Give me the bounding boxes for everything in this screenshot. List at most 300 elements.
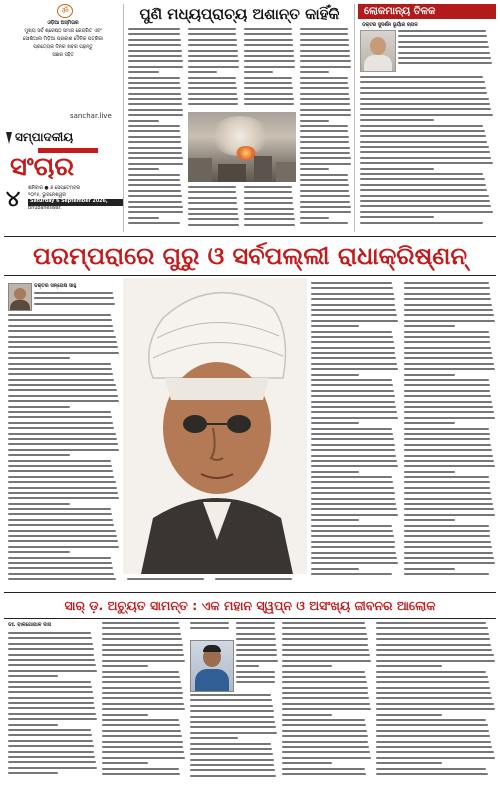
text-line — [311, 325, 359, 327]
text-line — [128, 152, 182, 154]
feature-col5 — [404, 282, 496, 582]
text-line — [404, 449, 492, 451]
text-line — [282, 773, 366, 775]
text-line — [128, 33, 180, 35]
text-line — [300, 163, 351, 165]
text-line — [376, 724, 488, 726]
text-line — [244, 28, 292, 30]
text-line — [360, 146, 489, 148]
text-line — [8, 422, 113, 424]
text-line — [376, 773, 488, 775]
text-line — [188, 66, 239, 68]
feature-author-photo — [8, 283, 32, 311]
text-line — [376, 638, 490, 640]
building — [276, 162, 296, 182]
text-line — [376, 768, 486, 770]
text-line — [376, 649, 492, 651]
text-line — [8, 433, 116, 435]
text-line — [311, 395, 395, 397]
text-line — [8, 443, 118, 445]
text-line — [188, 186, 236, 188]
text-line — [128, 39, 181, 41]
text-line — [190, 710, 274, 712]
text-line — [102, 708, 185, 710]
text-line — [244, 98, 294, 100]
text-line — [404, 422, 455, 424]
text-line — [311, 282, 392, 284]
text-line — [128, 120, 159, 122]
portrait-svg — [123, 278, 307, 574]
text-line — [8, 707, 95, 709]
text-line — [102, 735, 182, 737]
text-line — [311, 331, 392, 333]
text-line — [360, 211, 493, 213]
text-line — [128, 77, 180, 79]
text-line — [8, 670, 97, 672]
text-line — [300, 168, 329, 170]
text-line — [404, 401, 492, 403]
text-line — [8, 686, 92, 688]
text-line — [102, 665, 148, 667]
text-line — [376, 719, 486, 721]
bottom-rule — [4, 618, 496, 619]
text-line — [398, 35, 487, 37]
text-line — [311, 535, 394, 537]
text-line — [102, 627, 180, 629]
text-line — [300, 55, 350, 57]
text-line — [102, 660, 185, 662]
text-line — [8, 767, 97, 769]
text-line — [404, 374, 455, 376]
text-line — [282, 654, 370, 656]
text-line — [311, 411, 397, 413]
text-line — [8, 729, 91, 731]
sidebar-title: ଲୋକମାନ୍ୟ ତିଳକ — [358, 4, 496, 19]
text-line — [102, 762, 148, 764]
text-line — [102, 724, 180, 726]
text-line — [404, 320, 495, 322]
text-line — [311, 406, 396, 408]
text-line — [8, 330, 114, 332]
text-line — [311, 293, 394, 295]
text-line — [236, 665, 259, 667]
text-line — [128, 82, 180, 84]
text-line — [311, 514, 398, 516]
text-line — [360, 184, 486, 186]
text-line — [282, 633, 367, 635]
text-line — [8, 562, 112, 564]
text-line — [404, 357, 493, 359]
face — [14, 288, 26, 300]
text-line — [282, 676, 366, 678]
text-line — [102, 751, 184, 753]
text-line — [311, 341, 394, 343]
text-line — [360, 222, 483, 224]
text-line — [376, 735, 490, 737]
text-line — [311, 573, 392, 575]
text-line — [188, 224, 239, 226]
top-article-col2b — [188, 186, 240, 230]
text-line — [188, 60, 239, 62]
text-line — [398, 52, 490, 54]
text-line — [360, 108, 491, 110]
text-line — [300, 98, 350, 100]
text-line — [8, 368, 112, 370]
text-line — [188, 93, 237, 95]
shoulders — [195, 669, 229, 691]
text-line — [8, 578, 116, 580]
bottom-col5 — [376, 622, 496, 782]
text-line — [128, 44, 181, 46]
text-line — [360, 98, 489, 100]
building — [188, 158, 212, 182]
text-line — [102, 649, 183, 651]
text-line — [8, 713, 96, 715]
text-line — [188, 208, 238, 210]
text-line — [128, 184, 181, 186]
text-line — [8, 341, 117, 343]
text-line — [311, 525, 392, 527]
text-line — [300, 174, 348, 176]
text-line — [404, 514, 495, 516]
bottom-byline: ଡଃ. ବାଳଗୋପାଳ ଦାସ — [8, 622, 52, 628]
text-line — [376, 665, 442, 667]
text-line — [282, 768, 365, 770]
war-photo — [188, 112, 296, 182]
text-line — [311, 481, 393, 483]
feature-col1 — [8, 314, 120, 584]
text-line — [8, 751, 94, 753]
date-odia-year: ୨୦୨୫, ଭୁବନେଶ୍ୱର — [28, 192, 66, 198]
text-line — [376, 708, 495, 710]
text-line — [376, 741, 491, 743]
text-line — [311, 357, 396, 359]
text-line — [8, 681, 91, 683]
text-line — [404, 433, 490, 435]
text-line — [404, 557, 494, 559]
text-line — [8, 363, 111, 365]
text-line — [300, 28, 348, 30]
text-line — [282, 697, 369, 699]
text-line — [8, 664, 96, 666]
text-line — [404, 519, 455, 521]
text-line — [8, 454, 70, 456]
text-line — [127, 578, 204, 580]
text-line — [300, 152, 350, 154]
text-line — [190, 764, 274, 766]
text-line — [300, 87, 349, 89]
text-line — [376, 660, 495, 662]
text-line — [282, 762, 332, 764]
text-line — [300, 136, 349, 138]
text-line — [282, 622, 365, 624]
bottom-col3-side — [236, 622, 278, 692]
text-line — [376, 730, 489, 732]
text-line — [376, 762, 442, 764]
text-line — [404, 535, 490, 537]
top-article-headline: ପୁଣି ମଧ୍ୟପ୍ରାଚ୍ୟ ଅଶାନ୍ତ କାହିଁକି — [139, 5, 340, 23]
text-line — [404, 525, 489, 527]
text-line — [8, 395, 118, 397]
text-line — [360, 130, 485, 132]
text-line — [360, 92, 487, 94]
text-line — [8, 659, 95, 661]
text-line — [300, 211, 351, 213]
text-line — [188, 218, 239, 220]
text-line — [190, 716, 274, 718]
text-line — [8, 406, 70, 408]
text-line — [8, 756, 95, 758]
text-line — [244, 50, 294, 52]
paper-name: ସଂଚାର — [10, 152, 75, 182]
top-article-col4 — [300, 28, 352, 228]
text-line — [360, 119, 434, 121]
date-block — [28, 186, 124, 212]
text-line — [311, 363, 397, 365]
text-line — [128, 130, 180, 132]
text-line — [300, 222, 348, 224]
text-line — [8, 449, 119, 451]
text-line — [244, 60, 295, 62]
text-line — [8, 643, 93, 645]
text-line — [8, 384, 116, 386]
text-line — [8, 481, 116, 483]
text-line — [244, 55, 294, 57]
text-line — [311, 557, 397, 559]
text-line — [404, 438, 490, 440]
text-line — [102, 773, 180, 775]
text-line — [282, 644, 368, 646]
text-line — [188, 87, 237, 89]
text-line — [282, 735, 368, 737]
text-line — [34, 303, 115, 305]
text-line — [244, 202, 293, 204]
text-line — [8, 675, 58, 677]
text-line — [188, 50, 238, 52]
sanchar-logo — [8, 148, 108, 182]
text-line — [300, 109, 351, 111]
banner-rule — [4, 236, 496, 237]
text-line — [398, 57, 491, 59]
text-line — [188, 191, 236, 193]
text-line — [236, 622, 275, 624]
text-line — [244, 103, 294, 105]
slogan-line: ମୁଖ୍ୟ ସର୍ବ ଶ୍ରେଷ୍ଠ ସମାଜ କେନ୍ଦ୍ରିତ ଏବଂ — [24, 29, 102, 34]
slogan-line: ଓଡ଼ିଆ ଅସ୍ମିତାର — [47, 21, 79, 26]
text-line — [8, 557, 111, 559]
text-line — [376, 644, 491, 646]
text-line — [376, 654, 494, 656]
text-line — [8, 373, 113, 375]
text-line — [311, 417, 398, 419]
text-line — [128, 190, 181, 192]
date-odia: ଶନିବାର ● ୬ ସେପ୍ଟେମ୍ବର — [28, 186, 80, 191]
text-line — [300, 77, 348, 79]
sidebar-author-photo — [360, 30, 396, 72]
text-line — [8, 551, 70, 553]
text-line — [102, 638, 182, 640]
text-line — [404, 384, 490, 386]
text-line — [102, 703, 184, 705]
text-line — [188, 44, 237, 46]
text-line — [244, 218, 295, 220]
section-label: ସମ୍ପାଦକୀୟ — [15, 130, 74, 144]
text-line — [8, 460, 111, 462]
slogan-line: ସୋଶିଆଲ ମିଡ଼ିଆ ପ୍ରକାଶ ଦୈନିକ ପତ୍ରିକା — [22, 37, 104, 42]
text-line — [376, 703, 494, 705]
text-line — [244, 186, 292, 188]
text-line — [282, 708, 371, 710]
text-line — [311, 508, 397, 510]
text-line — [8, 492, 118, 494]
text-line — [311, 347, 395, 349]
text-line — [128, 109, 183, 111]
text-line — [128, 222, 180, 224]
text-line — [404, 503, 493, 505]
text-line — [300, 114, 351, 116]
text-line — [300, 44, 349, 46]
text-line — [128, 71, 159, 73]
text-line — [8, 325, 113, 327]
text-line — [360, 205, 491, 207]
sidebar-text — [360, 76, 494, 232]
text-line — [102, 746, 183, 748]
text-line — [282, 751, 370, 753]
text-line — [8, 697, 94, 699]
feature-col1-top — [34, 292, 120, 312]
text-line — [128, 50, 182, 52]
text-line — [360, 200, 490, 202]
text-line — [311, 379, 392, 381]
text-line — [404, 406, 493, 408]
text-line — [376, 751, 494, 753]
text-line — [311, 401, 395, 403]
website-link[interactable]: sanchar.live — [70, 112, 112, 120]
text-line — [236, 633, 275, 635]
text-line — [8, 336, 116, 338]
text-line — [8, 389, 117, 391]
text-line — [282, 687, 368, 689]
text-line — [34, 297, 114, 299]
text-line — [8, 718, 97, 720]
text-line — [282, 746, 369, 748]
text-line — [404, 444, 491, 446]
text-line — [8, 740, 93, 742]
masthead-slogan — [4, 20, 122, 60]
text-line — [128, 168, 159, 170]
text-line — [360, 135, 486, 137]
text-line — [404, 287, 490, 289]
text-line — [360, 103, 490, 105]
banner-rule — [4, 275, 496, 276]
text-line — [360, 162, 493, 164]
text-line — [404, 304, 492, 306]
text-line — [311, 498, 395, 500]
face — [370, 37, 386, 55]
text-line — [102, 687, 182, 689]
text-line — [404, 417, 495, 419]
text-line — [244, 93, 293, 95]
bottom-col4 — [282, 622, 372, 782]
top-article-col3b — [244, 186, 296, 230]
text-line — [128, 211, 183, 213]
text-line — [244, 71, 273, 73]
text-line — [8, 702, 94, 704]
city-english: Bhubaneswar. — [28, 205, 62, 211]
text-line — [128, 195, 182, 197]
text-line — [300, 50, 350, 52]
text-line — [34, 292, 113, 294]
bottom-article-headline: ସାର୍ ଡ଼. ଅଚ୍ୟୁତ ସାମନ୍ତ : ଏକ ମହାନ ସ୍ୱପ୍ନ ଓ ଅସଂଖ୍ୟ ଜୀବନର ଆଲୋକ — [64, 598, 436, 613]
text-line — [404, 568, 455, 570]
text-line — [282, 714, 332, 716]
column-divider — [354, 4, 355, 232]
text-line — [404, 298, 491, 300]
text-line — [300, 39, 349, 41]
text-line — [404, 455, 493, 457]
text-line — [404, 347, 491, 349]
text-line — [398, 41, 488, 43]
text-line — [244, 82, 292, 84]
feature-byline: ଡକ୍ଟର ସନ୍ତୋଷ ସାହୁ — [34, 283, 77, 289]
text-line — [311, 568, 359, 570]
text-line — [404, 498, 492, 500]
text-line — [311, 460, 397, 462]
text-line — [8, 745, 94, 747]
text-line — [360, 76, 483, 78]
text-line — [128, 87, 181, 89]
text-line — [102, 757, 185, 759]
text-line — [8, 530, 116, 532]
bottom-rule — [4, 592, 496, 593]
text-line — [300, 60, 351, 62]
text-line — [102, 676, 180, 678]
text-line — [360, 178, 485, 180]
text-line — [128, 103, 182, 105]
text-line — [190, 622, 229, 624]
text-line — [282, 703, 370, 705]
text-line — [190, 694, 271, 696]
text-line — [190, 759, 274, 761]
bottom-col1 — [8, 632, 98, 782]
text-line — [188, 28, 236, 30]
hair — [203, 645, 221, 652]
text-line — [102, 692, 183, 694]
text-line — [102, 697, 183, 699]
text-line — [311, 314, 397, 316]
text-line — [282, 730, 367, 732]
text-line — [282, 724, 366, 726]
text-line — [190, 726, 276, 728]
text-line — [404, 476, 489, 478]
text-line — [300, 206, 351, 208]
text-line — [311, 487, 394, 489]
text-line — [8, 487, 117, 489]
text-line — [8, 632, 91, 634]
text-line — [8, 497, 119, 499]
text-line — [404, 546, 492, 548]
text-line — [311, 374, 359, 376]
text-line — [8, 416, 112, 418]
text-line — [311, 390, 394, 392]
text-line — [8, 513, 112, 515]
text-line — [8, 654, 94, 656]
text-line — [102, 714, 148, 716]
building — [254, 156, 272, 182]
text-line — [236, 671, 275, 673]
top-article-col2 — [188, 28, 240, 110]
text-line — [311, 384, 393, 386]
